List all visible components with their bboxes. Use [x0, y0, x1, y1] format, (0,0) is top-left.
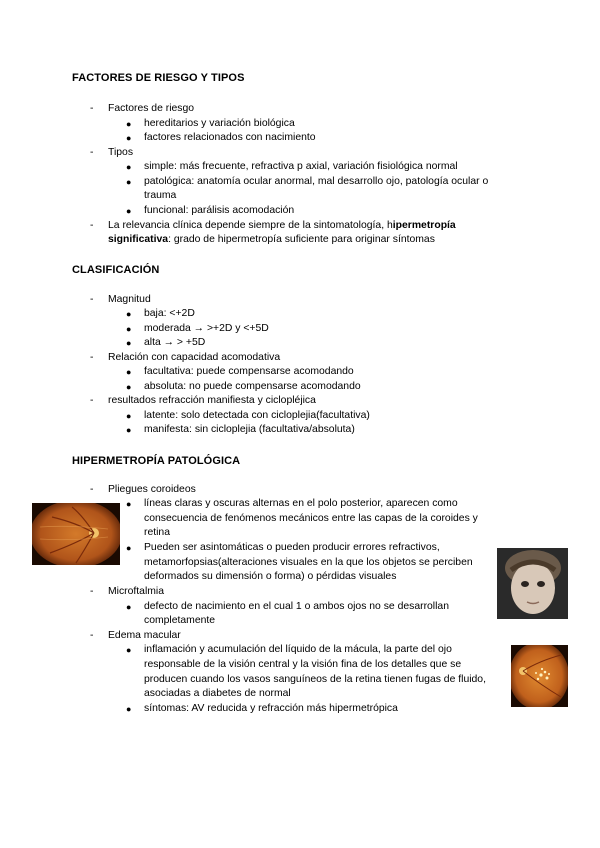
bullet-dot: ● [126, 602, 132, 612]
fundus-photo-exudates [511, 645, 568, 707]
bullet-dot: ● [126, 645, 132, 655]
bullet-dot: ● [126, 499, 132, 509]
bullet-dot: ● [126, 543, 132, 553]
heading-factores: FACTORES DE RIESGO Y TIPOS [72, 72, 245, 84]
list-item: patológica: anatomía ocular anormal, mal desarrollo ojo, patología ocular o [144, 176, 489, 187]
list-item-continuation: completamente [144, 615, 216, 626]
list-item: líneas claras y oscuras alternas en el polo posterior, aparecen como [144, 498, 458, 509]
list-item: Relación con capacidad acomodativa [108, 352, 281, 363]
dash-bullet: - [90, 630, 94, 641]
list-item: inflamación y acumulación del líquido de la mácula, la parte del ojo [144, 644, 452, 655]
list-item: Magnitud [108, 294, 151, 305]
list-item: Tipos [108, 147, 134, 158]
bullet-dot: ● [126, 324, 132, 334]
dash-bullet: - [90, 395, 94, 406]
heading-clasificacion: CLASIFICACIÓN [72, 264, 160, 276]
relevance-line-1: La relevancia clínica depende siempre de la sintomatología, hipermetropía [108, 220, 456, 231]
list-item: facultativa: puede compensarse acomodando [144, 366, 354, 377]
bullet-dot: ● [126, 119, 132, 129]
list-item: latente: solo detectada con cicloplejia(facultativa) [144, 410, 370, 421]
relevance-line-2: significativa: grado de hipermetropía suficiente para originar síntomas [108, 234, 435, 245]
list-item: absoluta: no puede compensarse acomodando [144, 381, 361, 392]
list-item: Pueden ser asintomáticas o pueden producir errores refractivos, [144, 542, 440, 553]
child-photo [497, 548, 568, 619]
dash-bullet: - [90, 294, 94, 305]
list-item: baja: <+2D [144, 308, 195, 319]
list-item-continuation: consecuencia de fenómenos mecánicos entre las capas de la coroides y [144, 513, 478, 524]
fundus-photo [32, 503, 120, 565]
bullet-dot: ● [126, 704, 132, 714]
list-item-continuation: retina [144, 527, 170, 538]
list-item-continuation: trauma [144, 190, 177, 201]
dash-bullet: - [90, 352, 94, 363]
bullet-dot: ● [126, 338, 132, 348]
dash-bullet: - [90, 586, 94, 597]
bullet-dot: ● [126, 309, 132, 319]
heading-patologica: HIPERMETROPÍA PATOLÓGICA [72, 455, 241, 467]
list-item-continuation: metamorfopsias(alteraciones visuales en la que los objetos se perciben [144, 557, 473, 568]
list-item: resultados refracción manifiesta y ciclopléjica [108, 395, 316, 406]
list-item-continuation: asociadas a diabetes de normal [144, 688, 291, 699]
list-item: moderada → >+2D y <+5D [144, 323, 269, 334]
list-item: manifesta: sin cicloplejia (facultativa/absoluta) [144, 424, 355, 435]
list-item-continuation: producen cuando los vasos sanguíneos de la retina tienen fugas de fluido, [144, 674, 486, 685]
bullet-dot: ● [126, 177, 132, 187]
list-item: hereditarios y variación biológica [144, 118, 295, 129]
list-item-continuation: deformados su dimensión o forma) o pérdidas visuales [144, 571, 397, 582]
list-item: defecto de nacimiento en el cual 1 o ambos ojos no se desarrollan [144, 601, 449, 612]
dash-bullet: - [90, 147, 94, 158]
list-item: Microftalmia [108, 586, 165, 597]
bullet-dot: ● [126, 382, 132, 392]
list-item: simple: más frecuente, refractiva p axial, variación fisiológica normal [144, 161, 458, 172]
dash-bullet: - [90, 220, 94, 231]
list-item: factores relacionados con nacimiento [144, 132, 316, 143]
list-item: síntomas: AV reducida y refracción más hipermetrópica [144, 703, 398, 714]
dash-bullet: - [90, 103, 94, 114]
list-item: Factores de riesgo [108, 103, 195, 114]
bullet-dot: ● [126, 162, 132, 172]
bullet-dot: ● [126, 425, 132, 435]
bullet-dot: ● [126, 367, 132, 377]
list-item: Pliegues coroideos [108, 484, 196, 495]
bullet-dot: ● [126, 411, 132, 421]
list-item: funcional: parálisis acomodación [144, 205, 295, 216]
list-item-continuation: responsable de la visión central y la visión fina de los detalles que se [144, 659, 462, 670]
bullet-dot: ● [126, 133, 132, 143]
list-item: Edema macular [108, 630, 181, 641]
dash-bullet: - [90, 484, 94, 495]
list-item: alta → > +5D [144, 337, 206, 348]
bullet-dot: ● [126, 206, 132, 216]
